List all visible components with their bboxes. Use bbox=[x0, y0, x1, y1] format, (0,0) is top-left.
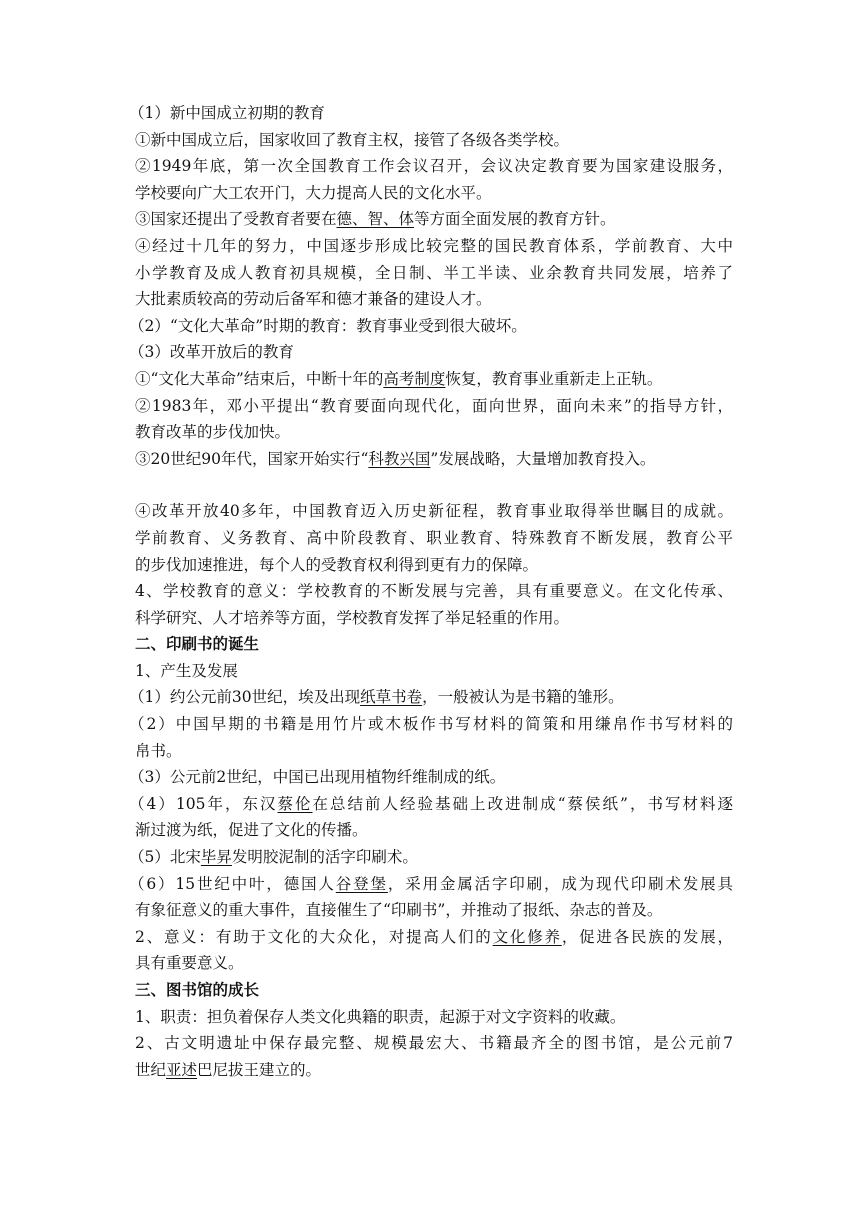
paragraph: ①新中国成立后，国家收回了教育主权，接管了各级各类学校。 bbox=[135, 130, 570, 149]
subheading-cultural-revolution: （2）“文化大革命”时期的教育：教育事业受到很大破坏。 bbox=[129, 316, 527, 335]
subheading: 1、产生及发展 bbox=[135, 661, 238, 680]
paragraph: （1）约公元前30世纪，埃及出现纸草书卷，一般被认为是书籍的雏形。 bbox=[129, 688, 624, 707]
paragraph: 小学教育及成人教育初具规模，全日制、半工半读、业余教育共同发展，培养了 bbox=[135, 263, 733, 282]
paragraph: 世纪亚述巴尼拔王建立的。 bbox=[135, 1060, 322, 1079]
underlined-term: 纸草书卷 bbox=[360, 688, 423, 707]
underlined-term: 德、智、体 bbox=[336, 210, 415, 229]
paragraph: （6）15世纪中叶，德国人谷登堡，采用金属活字印刷，成为现代印刷术发展具 bbox=[129, 874, 733, 893]
paragraph: ②1949年底，第一次全国教育工作会议召开，会议决定教育要为国家建设服务， bbox=[135, 157, 733, 176]
paragraph: ③20世纪90年代，国家开始实行“科教兴国”发展战略，大量增加教育投入。 bbox=[135, 449, 656, 468]
underlined-term: 文化修养 bbox=[492, 927, 562, 946]
paragraph: 渐过渡为纸，促进了文化的传播。 bbox=[135, 821, 368, 840]
paragraph: 1、职责：担负着保存人类文化典籍的职责，起源于对文字资料的收藏。 bbox=[135, 1007, 626, 1026]
paragraph: 有象征意义的重大事件，直接催生了“印刷书”，并推动了报纸、杂志的普及。 bbox=[135, 901, 663, 920]
paragraph: 2、古文明遗址中保存最完整、规模最宏大、书籍最齐全的图书馆，是公元前7 bbox=[135, 1034, 733, 1053]
paragraph: ④经过十几年的努力，中国逐步形成比较完整的国民教育体系，学前教育、大中 bbox=[135, 236, 733, 255]
paragraph: （4）105年，东汉蔡伦在总结前人经验基础上改进制成“蔡侯纸”，书写材料逐 bbox=[129, 794, 733, 813]
underlined-term: 亚述 bbox=[166, 1060, 198, 1079]
underlined-term: 高考制度 bbox=[383, 369, 446, 388]
paragraph: 学前教育、义务教育、高中阶段教育、职业教育、特殊教育不断发展，教育公平 bbox=[135, 528, 733, 547]
paragraph: 具有重要意义。 bbox=[135, 954, 244, 973]
paragraph: （5）北宋毕昇发明胶泥制的活字印刷术。 bbox=[129, 848, 418, 867]
paragraph: 2、意义：有助于文化的大众化，对提高人们的文化修养，促进各民族的发展， bbox=[135, 927, 733, 946]
paragraph: 教育改革的步伐加快。 bbox=[135, 423, 291, 442]
blank-line bbox=[135, 472, 733, 498]
underlined-term: 科教兴国 bbox=[368, 449, 431, 468]
paragraph: （2）中国早期的书籍是用竹片或木板作书写材料的简策和用缣帛作书写材料的 bbox=[129, 715, 733, 734]
underlined-term: 蔡伦 bbox=[277, 794, 313, 813]
paragraph: 帛书。 bbox=[135, 741, 182, 760]
paragraph: ①“文化大革命”结束后，中断十年的高考制度恢复，教育事业重新走上正轨。 bbox=[135, 369, 663, 388]
paragraph: ④改革开放40多年，中国教育迈入历史新征程，教育事业取得举世瞩目的成就。 bbox=[135, 502, 733, 521]
paragraph: 的步伐加速推进，每个人的受教育权利得到更有力的保障。 bbox=[135, 555, 539, 574]
paragraph: 学校要向广大工农开门，大力提高人民的文化水平。 bbox=[135, 183, 492, 202]
paragraph: ③国家还提出了受教育者要在德、智、体等方面全面发展的教育方针。 bbox=[135, 210, 616, 229]
underlined-term: 毕昇 bbox=[200, 848, 232, 867]
paragraph: 4、学校教育的意义：学校教育的不断发展与完善，具有重要意义。在文化传承、 bbox=[135, 582, 733, 601]
paragraph: ②1983年，邓小平提出“教育要面向现代化，面向世界，面向未来”的指导方针， bbox=[135, 396, 733, 415]
subheading-early-education: （1）新中国成立初期的教育 bbox=[129, 104, 325, 122]
underlined-term: 谷登堡 bbox=[335, 874, 388, 893]
paragraph: 科学研究、人才培养等方面，学校教育发挥了举足轻重的作用。 bbox=[135, 608, 570, 627]
section-heading-libraries: 三、图书馆的成长 bbox=[135, 981, 260, 999]
paragraph: 大批素质较高的劳动后备军和德才兼备的建设人才。 bbox=[135, 290, 492, 309]
section-heading-printing: 二、印刷书的诞生 bbox=[135, 635, 260, 654]
paragraph: （3）公元前2世纪，中国已出现用植物纤维制成的纸。 bbox=[129, 768, 506, 787]
subheading-reform-era: （3）改革开放后的教育 bbox=[129, 343, 294, 362]
document-page bbox=[129, 100, 733, 1083]
